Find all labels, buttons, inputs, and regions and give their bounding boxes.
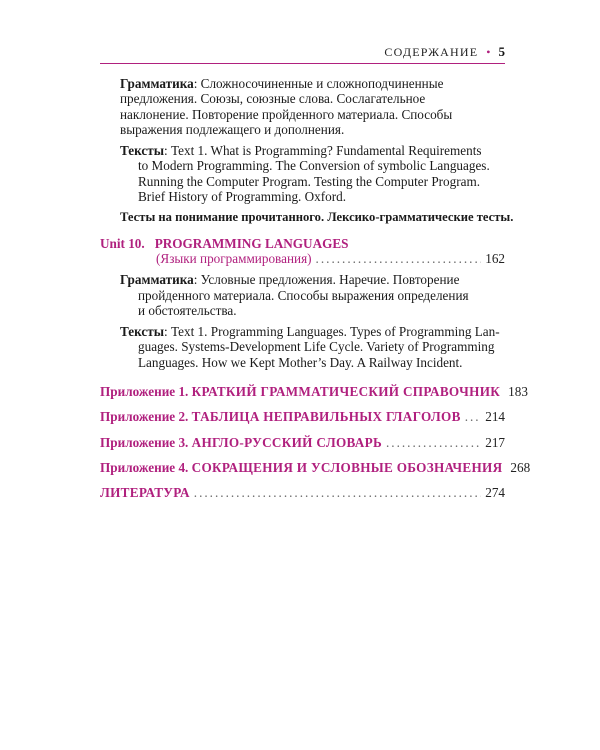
appendix-title: СОКРАЩЕНИЯ И УСЛОВНЫЕ ОБОЗНАЧЕНИЯ <box>191 459 503 475</box>
page-number: 5 <box>498 44 505 59</box>
grammar-text: предложения. Союзы, союзные слова. Сослагательное <box>120 91 426 107</box>
bullet-icon: • <box>486 45 491 59</box>
appendix-prefix: Приложение 4. <box>100 459 189 475</box>
unit-number: Unit 10. <box>100 235 145 251</box>
texts-block <box>120 143 505 204</box>
page-ref: 214 <box>485 409 505 425</box>
page-ref: 183 <box>508 384 528 400</box>
page-ref: 268 <box>510 459 531 475</box>
grammar-text: выражения подлежащего и дополнения. <box>120 121 345 137</box>
texts-text: : Text 1. Programming Languages. Types of Programming Lan- <box>164 324 500 340</box>
appendix-title: КРАТКИЙ ГРАММАТИЧЕСКИЙ СПРАВОЧНИК <box>191 384 501 400</box>
page-ref: 274 <box>485 485 505 501</box>
appendix-title: ТАБЛИЦА НЕПРАВИЛЬНЫХ ГЛАГОЛОВ <box>191 409 461 425</box>
toc-entry-appendix-2[interactable] <box>100 409 505 424</box>
grammar-text: наклонение. Повторение пройденного материала. Способы <box>120 106 453 122</box>
unit-title: PROGRAMMING LANGUAGES <box>154 235 349 251</box>
grammar-text: и обстоятельства. <box>138 302 237 318</box>
dot-leader <box>194 485 481 500</box>
grammar-text: : Условные предложения. Наречие. Повторение <box>193 272 460 288</box>
grammar-label: Грамматика <box>120 272 194 288</box>
dot-leader <box>465 409 482 424</box>
grammar-block <box>120 272 505 318</box>
toc-entry-appendix-3[interactable] <box>100 435 505 450</box>
running-header <box>100 44 505 60</box>
unit-subtitle: (Языки программирования) <box>156 250 312 266</box>
appendix-title: АНГЛО-РУССКИЙ СЛОВАРЬ <box>191 434 382 450</box>
dot-leader <box>386 435 481 450</box>
texts-text: Languages. How we Kept Mother’s Day. A Railway Incident. <box>138 354 463 370</box>
toc-content <box>100 76 531 501</box>
texts-text: to Modern Programming. The Conversion of symbolic Languages. <box>138 158 490 174</box>
page-ref: 162 <box>485 250 505 266</box>
appendix-prefix: Приложение 2. <box>100 409 189 425</box>
texts-text: : Text 1. What is Programming? Fundamental Requirements <box>164 143 482 159</box>
texts-text: guages. Systems-Development Life Cycle. Variety of Programming <box>138 339 495 355</box>
literature-title: ЛИТЕРАТУРА <box>100 485 190 501</box>
grammar-text: : Сложносочиненные и сложноподчиненные <box>193 76 444 91</box>
texts-label: Тексты <box>120 143 165 159</box>
page-ref: 217 <box>485 434 505 450</box>
toc-entry-unit-10[interactable] <box>100 236 505 267</box>
texts-label: Тексты <box>120 324 165 340</box>
texts-text: Brief History of Programming. Oxford. <box>138 189 347 205</box>
section-title: СОДЕРЖАНИЕ <box>384 45 479 59</box>
appendix-prefix: Приложение 1. <box>100 384 189 400</box>
tests-line: Тесты на понимание прочитанного. Лексико-грамматические тесты. <box>120 210 514 225</box>
toc-entry-literature[interactable] <box>100 485 505 500</box>
toc-entry-appendix-4[interactable] <box>100 459 531 475</box>
texts-text: Running the Computer Program. Testing the Computer Program. <box>138 173 481 189</box>
grammar-block <box>120 76 505 137</box>
toc-entry-appendix-1[interactable] <box>100 384 528 400</box>
grammar-text: пройденного материала. Способы выражения определения <box>138 287 469 303</box>
dot-leader <box>316 251 482 266</box>
appendix-prefix: Приложение 3. <box>100 434 189 450</box>
header-rule <box>100 63 505 64</box>
texts-block <box>120 324 505 370</box>
grammar-label: Грамматика <box>120 76 194 91</box>
